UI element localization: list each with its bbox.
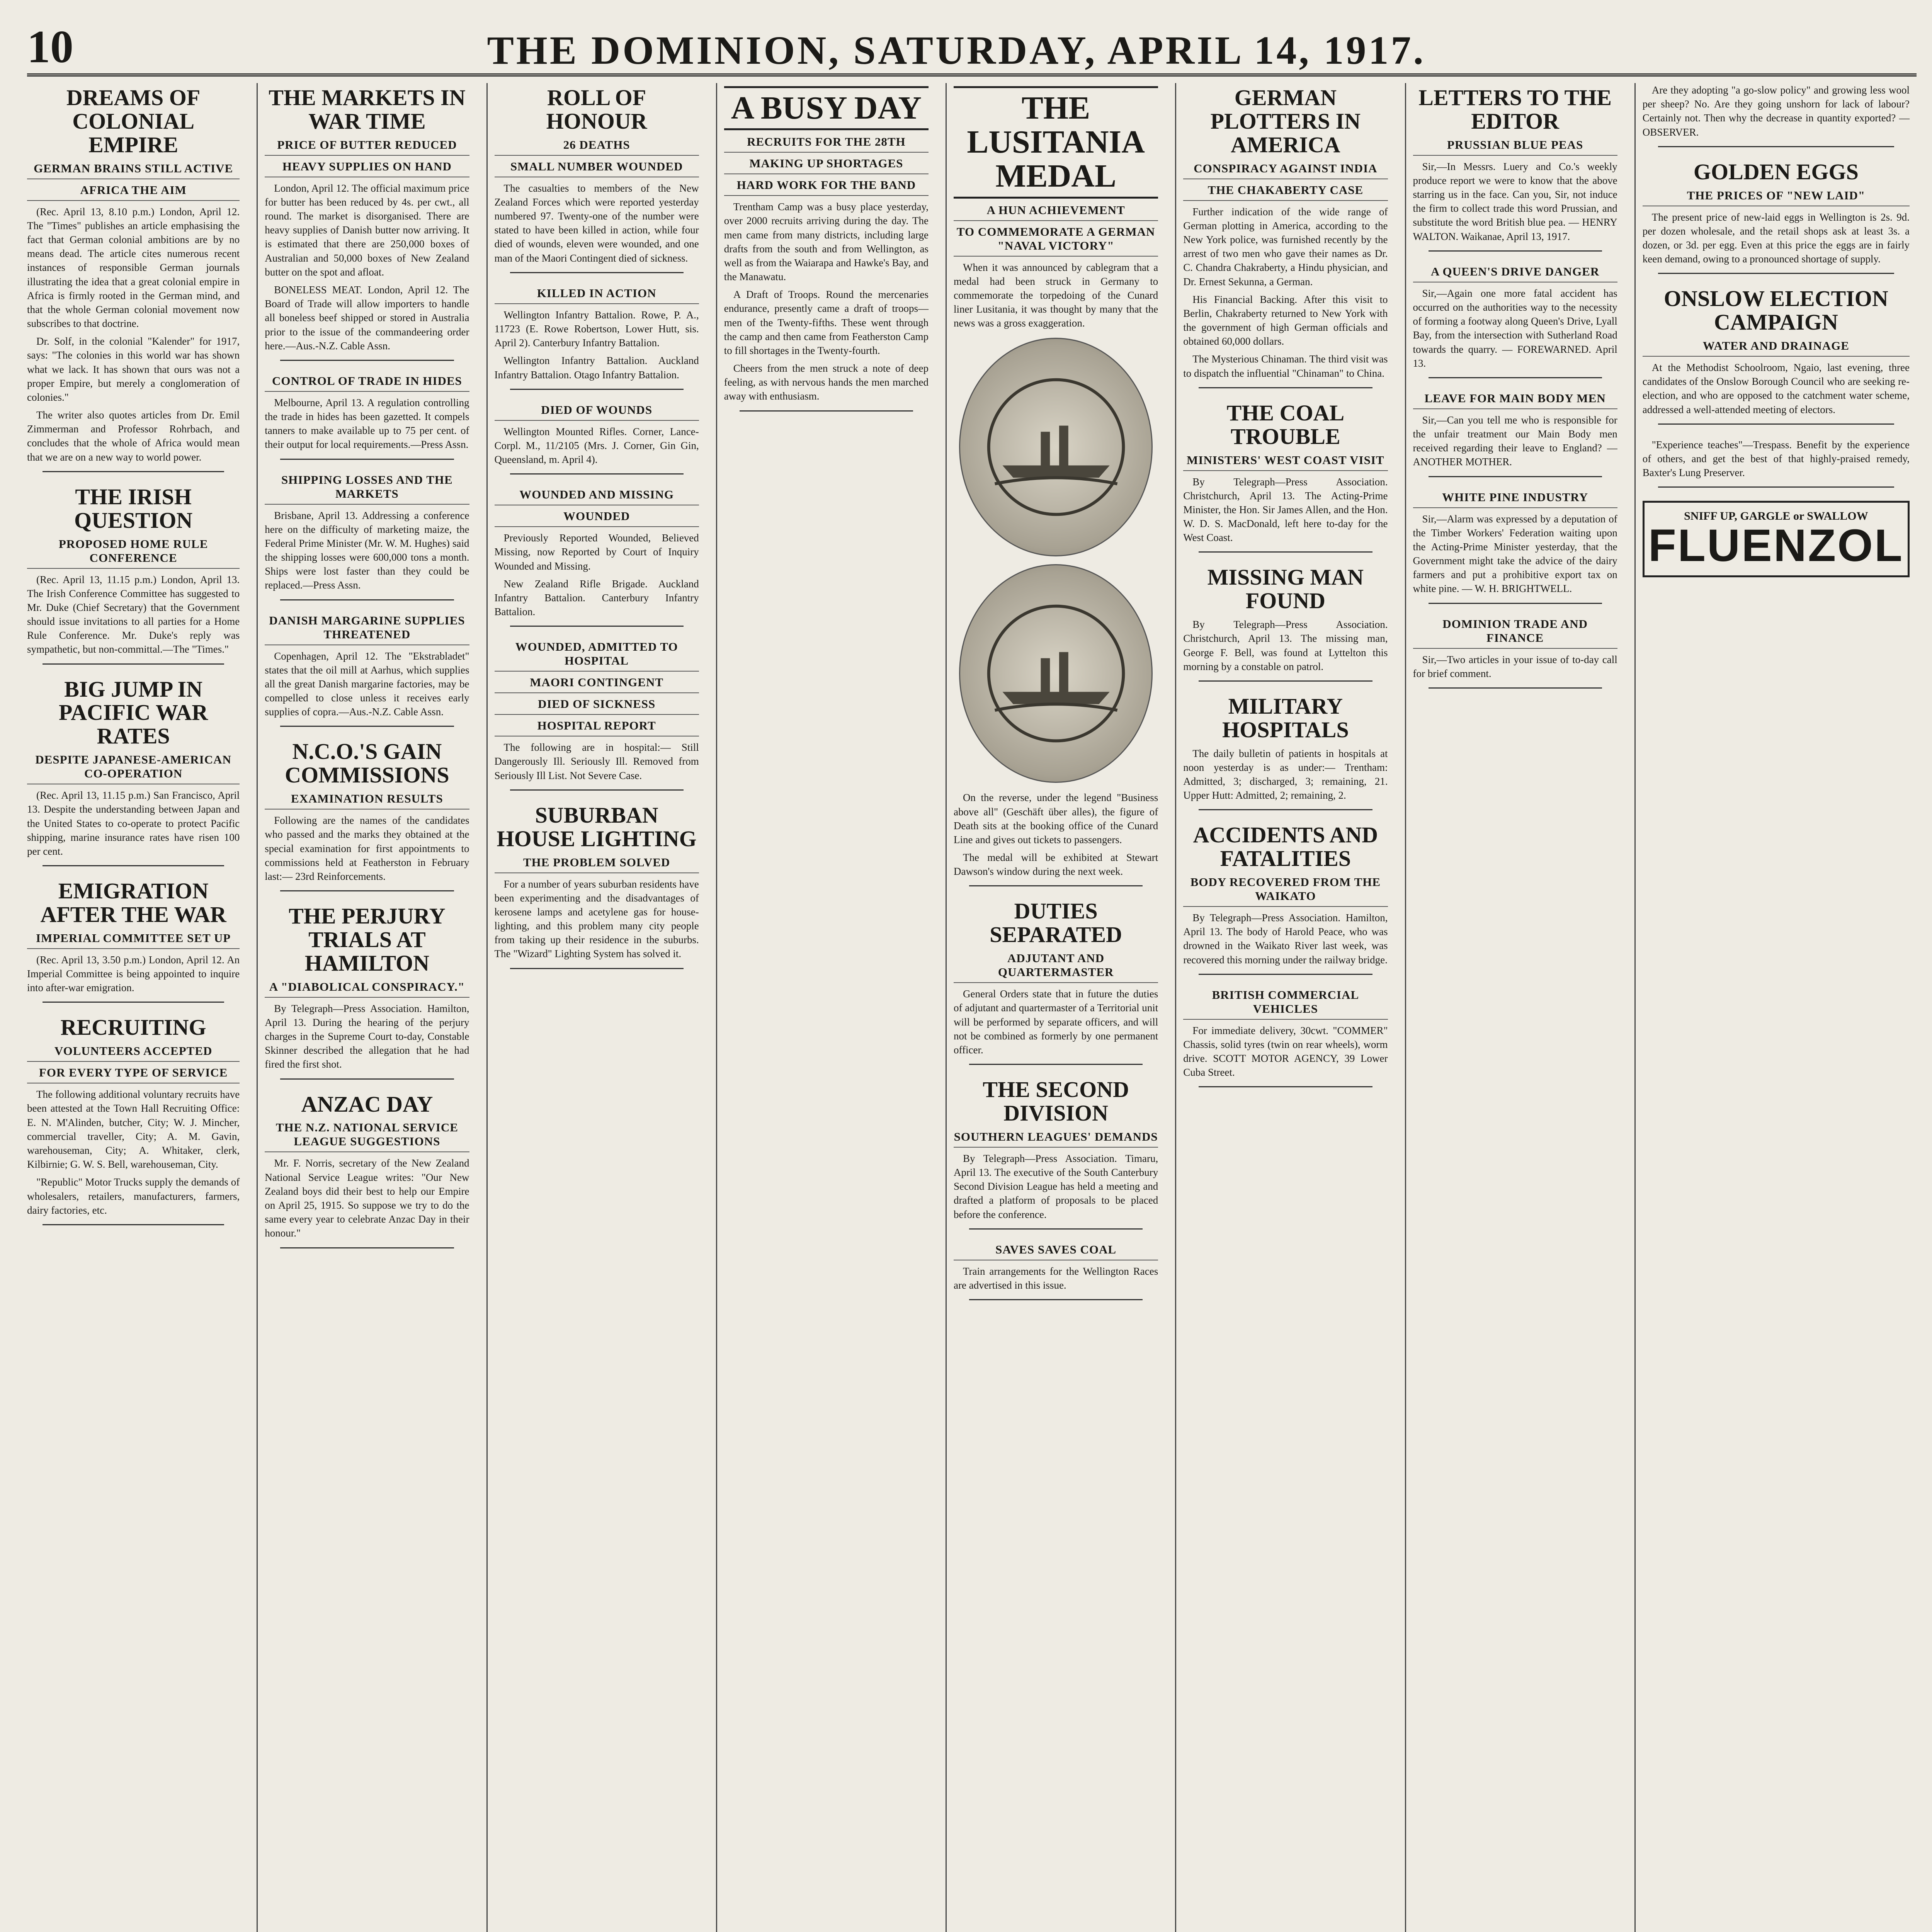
article-paragraph: By Telegraph—Press Association. Christchurch, April 13. The Acting-Prime Minister, the Hon. Sir James Allen, and the Hon. W. D. S. MacDonald, left here to-day for the West Coast. [1183,476,1388,544]
article-subheading: VOLUNTEERS ACCEPTED [27,1044,240,1062]
article-paragraph: The writer also quotes articles from Dr. Emil Zimmerman and Professor Rohrbach, and concludes that the whole of Africa would mean that we are on a new way to world power. [27,409,240,463]
article-paragraph: The Mysterious Chinaman. The third visit was to dispatch the influential "Chinaman" to China. [1183,353,1388,379]
article-paragraph: For a number of years suburban residents have been experimenting and the disadvantages of kerosene lamps and acetylene gas for house-lighting, and this problem many city people from taking up their residence in the suburbs. The "Wizard" Lighting System has solved it. [494,878,699,960]
article-subheading: PRUSSIAN BLUE PEAS [1413,138,1617,156]
article-paragraph: The present price of new-laid eggs in Wellington is 2s. 9d. per dozen wholesale, and the retail shops ask at least 3s. a dozen, or 3d. per egg. Even at this price the eggs are in fairly keen demand, owing to a pronounced shortage of supply. [1642,211,1910,265]
article-headline: MILITARY HOSPITALS [1222,693,1349,742]
article-paragraph: On the reverse, under the legend "Business above all" (Geschäft über alles), the figure of Death sits at the booking office of the Cunard Line and gives out tickets to passengers. [954,792,1158,845]
article-paragraph: BONELESS MEAT. London, April 12. The Board of Trade will allow importers to handle all boneless beef shipped or stored in Australia prior to the issue of the commandeering order here.—Aus.-N.Z. Cable Assn. [265,284,469,352]
article-paragraph: (Rec. April 13, 11.15 p.m.) London, April 13. The Irish Conference Committee has suggested to Mr. Duke (Chief Secretary) that the Government should issue invitations to all parties for a Home Rule Conference. Mr. Duke's reply was sympathetic, but non-committal.—The "Times." [27,573,240,655]
article-headline: THE COAL TROUBLE [1226,400,1345,449]
article-paragraph: The daily bulletin of patients in hospitals at noon yesterday is as under:— Trentham: Admitted, 3; discharged, 3; remaining, 21. Upper Hutt: Admitted, 2; remaining, 2. [1183,747,1388,801]
article-subheading: WATER AND DRAINAGE [1643,339,1910,357]
article [495,286,699,390]
article-divider [1199,809,1372,810]
article-subheading: KILLED IN ACTION [495,286,699,304]
article-headline: THE PERJURY TRIALS AT HAMILTON [289,903,446,976]
article-subheading: ADJUTANT AND QUARTERMASTER [954,951,1158,983]
article-subheading: HEAVY SUPPLIES ON HAND [265,160,469,177]
article-divider [43,663,224,665]
article-subheading: SOUTHERN LEAGUES' DEMANDS [954,1130,1158,1148]
article-subheading: LEAVE FOR MAIN BODY MEN [1413,391,1617,409]
article-subheading: DANISH MARGARINE SUPPLIES THREATENED [265,614,469,645]
article-headline: LETTERS TO THE EDITOR [1418,85,1612,134]
column-5 [946,83,1165,1932]
article [27,678,240,867]
article-paragraph: Copenhagen, April 12. The "Ekstrabladet" states that the oil mill at Aarhus, which supplies all the great Danish margarine factories, may be compelled to close unless it receives early supplies of copra.—Aus.-N.Z. Cable Assn. [265,650,469,718]
article-headline: DUTIES SEPARATED [990,898,1122,947]
article-paragraph: Brisbane, April 13. Addressing a conference here on the difficulty of marketing maize, the Federal Prime Minister (Mr. W. M. Hughes) said the shipping losses were 600,000 tons a month. Ships were lost faster than they could be replaced.—Press Assn. [265,509,469,591]
advert-brand: FLUENZOL [1648,520,1904,571]
article [265,1093,469,1248]
article-headline: THE MARKETS IN WAR TIME [269,85,466,134]
article [1413,265,1617,378]
article-divider [1658,146,1894,147]
article-paragraph: At the Methodist Schoolroom, Ngaio, last evening, three candidates of the Onslow Borough Council who are seeking re-election, and who are opposed to the catchment water scheme, addressed a well-attended meeting of electors. [1642,362,1910,415]
article [27,86,240,472]
article [1183,823,1388,975]
article-subheading: SAVES SAVES COAL [954,1243,1158,1260]
column-2 [257,83,476,1932]
article-divider [1429,687,1602,689]
article [495,403,699,475]
article-headline: N.C.O.'S GAIN COMMISSIONS [285,739,449,788]
article-paragraph: Following are the names of the candidates who passed and the marks they obtained at the special examination for first appointments to commissions held at Featherston in February last:— 23rd Reinforcements. [265,815,469,882]
masthead [27,15,1917,77]
article [1643,83,1910,147]
article-paragraph: By Telegraph—Press Association. Christchurch, April 13. The missing man, George F. Bell, was found at Lyttelton this morning by a constable on patrol. [1183,619,1388,672]
article-subheading: SHIPPING LOSSES AND THE MARKETS [265,473,469,505]
article-divider [510,968,684,969]
article-paragraph: Sir,—In Messrs. Luery and Co.'s weekly produce report we were to know that the above starring us in the face. Can you, Sir, not induce the firm to collect trade this word Prussian, and substitute the word British blue pea. — HENRY WALTON. Waikanae, April 13, 1917. [1413,160,1617,242]
article [495,86,699,273]
article-subheading: EXAMINATION RESULTS [265,792,469,810]
article-paragraph: The medal will be exhibited at Stewart Dawson's window during the next week. [954,852,1158,878]
article-subheading: HOSPITAL REPORT [495,719,699,736]
article-paragraph: Mr. F. Norris, secretary of the New Zealand National Service League writes: "Our New Zealand boys did their best to help our Empire on April 25, 1915. So suppose we try to do the same every year to celebrate Anzac Day in their honour." [265,1157,469,1239]
article [265,905,469,1080]
article-divider [43,1224,224,1225]
article-divider [1658,423,1894,425]
article-subheading: DOMINION TRADE AND FINANCE [1413,617,1617,649]
article-subheading: HARD WORK FOR THE BAND [724,178,929,196]
article-subheading: CONTROL OF TRADE IN HIDES [265,374,469,392]
article [1643,160,1910,274]
article [27,879,240,1003]
article-subheading: MAKING UP SHORTAGES [724,156,929,174]
article-headline: RECRUITING [60,1015,206,1040]
article-paragraph: Cheers from the men struck a note of deep feeling, as with nervous hands the men marched away with enthusiasm. [724,362,929,402]
article-divider [1429,250,1602,252]
article-divider [969,1228,1143,1230]
article-divider [280,599,454,600]
article-headline: THE LUSITANIA MEDAL [954,86,1158,199]
article-subheading: PRICE OF BUTTER REDUCED [265,138,469,156]
article-headline: A BUSY DAY [724,86,929,130]
article-paragraph: Trentham Camp was a busy place yesterday, over 2000 recruits arriving during the day. The men came from many districts, including large drafts from the south and from Wellington, as well as from the Waiarapa and Hawke's Bay, and the Manawatu. [724,201,929,283]
article-paragraph: The following additional voluntary recruits have been attested at the Town Hall Recruiting Office: E. N. M'Alinden, butcher, City; W. J. Mincher, commercial traveller, City; A. M. Gavin, warehouseman, City; A. Whitaker, clerk, Kilbirnie; G. W. S. Bell, warehouseman, City. [27,1088,240,1170]
article-subheading: MINISTERS' WEST COAST VISIT [1183,453,1388,471]
article [1183,86,1388,388]
article-paragraph: Wellington Infantry Battalion. Rowe, P. A., 11723 (E. Rowe Robertson, Lower Hutt, sis. April 2). Canterbury Infantry Battalion. [494,309,699,349]
article-divider [1429,377,1602,378]
article [1183,566,1388,681]
article [1183,988,1388,1088]
article [495,804,699,969]
article-divider [510,626,684,627]
article [495,640,699,791]
article-subheading: PROPOSED HOME RULE CONFERENCE [27,537,240,569]
column-6 [1175,83,1395,1932]
page-number: 10 [27,21,73,72]
article-divider [43,865,224,866]
article-subheading: AFRICA THE AIM [27,183,240,201]
article-divider [1199,974,1372,975]
article-subheading: A "DIABOLICAL CONSPIRACY." [265,980,469,998]
article-subheading: WHITE PINE INDUSTRY [1413,490,1617,508]
article-subheading: BRITISH COMMERCIAL VEHICLES [1183,988,1388,1020]
article-headline: MISSING MAN FOUND [1207,565,1364,614]
article-divider [1658,486,1894,488]
article-divider [1658,273,1894,274]
article-paragraph: (Rec. April 13, 8.10 p.m.) London, April 12. The "Times" publishes an article emphasising the fact that German colonial ambitions are by no means dead. The article cites numerous recent instances of responsible German journals illustrating the idea that a great colonial empire in Africa is firmly rooted in the German mind, and that the whole German colonial movement now subscribes to that doctrine. [27,206,240,330]
article [27,1016,240,1225]
article [954,1243,1158,1300]
article [265,614,469,727]
article-subheading: THE N.Z. NATIONAL SERVICE LEAGUE SUGGESTIONS [265,1121,469,1152]
article-divider [280,1078,454,1080]
article-divider [1199,387,1372,388]
medal-reverse-illustration [959,338,1153,556]
article-divider [510,789,684,791]
article-paragraph: Sir,—Again one more fatal accident has occurred on the authorities way to the necessity of forming a footway along Queen's Drive, Lyall Bay, from the intersection with Sutherland Road towards the quarry. — FOREWARNED. April 13. [1413,287,1617,369]
article-divider [280,726,454,727]
article-divider [969,1064,1143,1065]
article-paragraph: Sir,—Alarm was expressed by a deputation of the Timber Workers' Federation waiting upon the Acting-Prime Minister yesterday, that the Government might take the advice of the dairy farmers and put a prohibitive export tax on white pine. — W. H. BRIGHTWELL. [1413,513,1617,595]
article [265,374,469,460]
article [265,740,469,891]
article-paragraph: Melbourne, April 13. A regulation controlling the trade in hides has been gazetted. It compels tanners to make available up to 75 per cent. of their output for local requirements.—Press Assn. [265,396,469,451]
article-divider [280,1247,454,1248]
column-4 [716,83,935,1932]
article [954,900,1158,1065]
article-paragraph: General Orders state that in future the duties of adjutant and quartermaster of a Territorial unit will be performed by separate officers, and will not be combined as formerly by one permanent officer. [954,988,1158,1056]
article [1643,287,1910,424]
article-paragraph: Are they adopting "a go-slow policy" and growing less wool per sheep? No. Are they going unshorn for lack of labour? Certainly not. Then why the decrease in quantity exported? — OBSERVER. [1642,84,1910,138]
article [954,1078,1158,1230]
article-subheading: 26 DEATHS [495,138,699,156]
medal-obverse-illustration [959,564,1153,783]
article [1183,401,1388,553]
article-paragraph: The casualties to members of the New Zealand Forces which were reported yesterday numbered 97. Twenty-one of the number were stated to have been killed in action, while four died of wounds, eleven were wounded, and one man of the Maori Contingent died of sickness. [494,182,699,264]
article-divider [969,1299,1143,1300]
article-divider [510,272,684,273]
article-paragraph: London, April 12. The official maximum price for butter has been reduced by 4s. per cwt., all round. The market is disorganised. There are heavy supplies of Danish butter now arriving. It is estimated that there are 250,000 boxes of Australian and 50,000 boxes of New Zealand butter on the spot and afloat. [265,182,469,278]
article [724,86,929,412]
article-headline: DREAMS OF COLONIAL EMPIRE [66,85,201,157]
article-paragraph: Sir,—Two articles in your issue of to-day call for brief comment. [1413,653,1617,679]
column-3 [486,83,706,1932]
column-7 [1405,83,1624,1932]
article-subheading: CONSPIRACY AGAINST INDIA [1183,162,1388,179]
article-paragraph: Dr. Solf, in the colonial "Kalender" for 1917, says: "The colonies in this world war has shown what we lack. It has shown that ours was not a proper Empire, but merely a conglomeration of colonies." [27,335,240,403]
article-subheading: IMPERIAL COMMITTEE SET UP [27,931,240,949]
article-paragraph: (Rec. April 13, 3.50 p.m.) London, April 12. An Imperial Committee is being appointed to inquire into after-war emigration. [27,954,240,994]
article-paragraph: Sir,—Can you tell me who is responsible for the unfair treatment our Main Body men received regarding their leave to England? — ANOTHER MOTHER. [1413,414,1617,468]
column-1 [27,83,247,1932]
advert-tagline: SNIFF UP, GARGLE or SWALLOW [1684,510,1868,523]
article-headline: BIG JUMP IN PACIFIC WAR RATES [59,676,208,749]
article-divider [1199,680,1372,682]
article [27,485,240,665]
article-subheading: DESPITE JAPANESE-AMERICAN CO-OPERATION [27,753,240,784]
article-divider [510,389,684,390]
article [1643,438,1910,488]
article-divider [1429,476,1602,477]
article-subheading: TO COMMEMORATE A GERMAN "NAVAL VICTORY" [954,225,1158,257]
article-subheading: A HUN ACHIEVEMENT [954,203,1158,221]
article [1183,695,1388,810]
article-paragraph: When it was announced by cablegram that a medal had been struck in Germany to commemorate the torpedoing of the Cunard liner Lusitania, it was thought by many that the news was a gross exaggeration. [954,261,1158,329]
article-paragraph: Wellington Mounted Rifles. Corner, Lance-Corpl. M., 11/2105 (Mrs. J. Corner, Gin Gin, Queensland, m. April 4). [494,425,699,466]
article-subheading: WOUNDED, ADMITTED TO HOSPITAL [495,640,699,672]
column-8 [1634,83,1917,1932]
article-paragraph: By Telegraph—Press Association. Hamilton, April 13. The body of Harold Peace, who was drowned in the Waikato River last week, was recovered this morning under the railway bridge. [1183,912,1388,966]
article-paragraph: "Republic" Motor Trucks supply the demands of wholesalers, retailers, manufacturers, farmers, dairy factories, etc. [27,1176,240,1216]
article-subheading: WOUNDED [495,509,699,527]
article [1413,490,1617,604]
article-paragraph: His Financial Backing. After this visit to Berlin, Chakraberty returned to New York with the government of high German officials and obtained 60,000 dollars. [1183,293,1388,347]
article-paragraph: The following are in hospital:— Still Dangerously Ill. Seriously Ill. Removed from Seriously Ill List. Not Severe Case. [494,742,699,781]
article-paragraph: By Telegraph—Press Association. Hamilton, April 13. During the hearing of the perjury charges in the Supreme Court to-day, Constable Skinner described the allegation that he had fired the first shot. [265,1002,469,1070]
article [1413,391,1617,477]
article-headline: SUBURBAN HOUSE LIGHTING [497,802,697,851]
article-divider [1199,1086,1372,1087]
newspaper-title: THE DOMINION, SATURDAY, APRIL 14, 1917. [487,28,1426,73]
article-divider [43,471,224,472]
article-divider [1429,603,1602,604]
article-paragraph: (Rec. April 13, 11.15 p.m.) San Francisco, April 13. Despite the understanding between Japan and the United States to co-operate to protect Pacific shipping, marine insurance rates have risen 100 per cent. [27,789,240,857]
article [1413,86,1617,252]
columns [27,83,1917,1932]
article-subheading: MAORI CONTINGENT [495,675,699,693]
article-subheading: FOR EVERY TYPE OF SERVICE [27,1066,240,1083]
article-headline: GOLDEN EGGS [1693,159,1859,184]
article-headline: ONSLOW ELECTION CAMPAIGN [1664,286,1888,335]
article-subheading: THE PROBLEM SOLVED [495,855,699,873]
article-paragraph: New Zealand Rifle Brigade. Auckland Infantry Battalion. Canterbury Infantry Battalion. [494,578,699,618]
article-subheading: WOUNDED AND MISSING [495,488,699,505]
article-subheading: GERMAN BRAINS STILL ACTIVE [27,162,240,179]
article-headline: ANZAC DAY [301,1091,433,1117]
article-headline: EMIGRATION AFTER THE WAR [40,878,226,927]
article [954,86,1158,886]
article [265,473,469,600]
article-paragraph: By Telegraph—Press Association. Timaru, April 13. The executive of the South Canterbury Second Division League has held a meeting and drafted a platform of proposals to be placed before the conference. [954,1152,1158,1220]
article-divider [280,459,454,460]
article-divider [1199,551,1372,553]
article-divider [740,410,913,412]
article-subheading: DIED OF WOUNDS [495,403,699,421]
article-headline: ROLL OF HONOUR [546,85,647,134]
article-subheading: THE PRICES OF "NEW LAID" [1643,189,1910,206]
article-paragraph: For immediate delivery, 30cwt. "COMMER" Chassis, solid tyres (twin on rear wheels), worm drive. SCOTT MOTOR AGENCY, 39 Lower Cuba Street. [1183,1024,1388,1078]
article-paragraph: Train arrangements for the Wellington Races are advertised in this issue. [954,1265,1158,1291]
article-subheading: SMALL NUMBER WOUNDED [495,160,699,177]
article-subheading: DIED OF SICKNESS [495,697,699,715]
fluenzol-advertisement [1643,501,1910,577]
article-divider [280,360,454,361]
article-paragraph: Wellington Infantry Battalion. Auckland Infantry Battalion. Otago Infantry Battalion. [494,355,699,381]
article-divider [280,890,454,891]
article-subheading: RECRUITS FOR THE 28TH [724,135,929,153]
article-paragraph: A Draft of Troops. Round the mercenaries endurance, presently came a draft of troops—men of the Twenty-fifths. These went through the camp and then came from Featherston Camp to fill shortages in the Twenty-fourth. [724,289,929,356]
article-paragraph: Previously Reported Wounded, Believed Missing, now Reported by Court of Inquiry Wounded and Missing. [494,532,699,572]
article-divider [969,885,1143,886]
article [1413,617,1617,689]
article-paragraph: Further indication of the wide range of German plotting in America, according to the New York police, was furnished recently by the arrest of two men who gave their names as Dr. C. Chandra Chakraberty, a Hindu physician, and Dr. Ernest Sekunna, a German. [1183,206,1388,287]
article-paragraph: "Experience teaches"—Trespass. Benefit by the experience of others, and get the best of that highly-praised remedy, Baxter's Lung Preserver. [1642,439,1910,479]
article [495,488,699,627]
article-headline: ACCIDENTS AND FATALITIES [1193,822,1378,871]
article-headline: THE SECOND DIVISION [983,1077,1129,1126]
article-divider [43,1002,224,1003]
article-headline: THE IRISH QUESTION [74,484,193,533]
article-subheading: A QUEEN'S DRIVE DANGER [1413,265,1617,282]
article [265,86,469,361]
article-subheading: BODY RECOVERED FROM THE WAIKATO [1183,875,1388,907]
article-headline: GERMAN PLOTTERS IN AMERICA [1210,85,1361,157]
article-divider [510,473,684,474]
article-subheading: THE CHAKABERTY CASE [1183,183,1388,201]
